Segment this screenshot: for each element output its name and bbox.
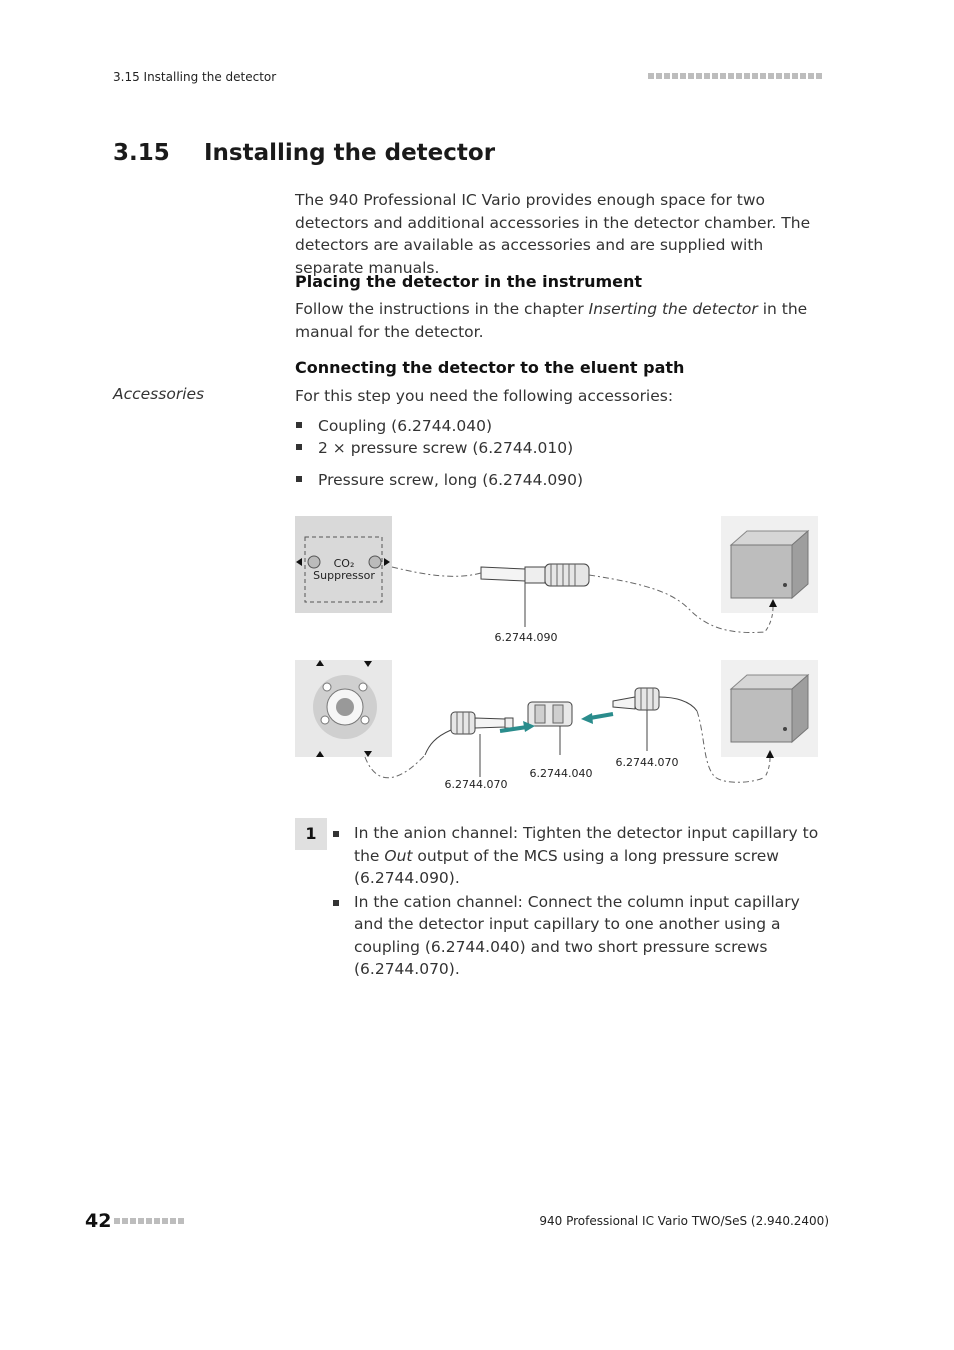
accessory-item: Coupling (6.2744.040) <box>296 417 492 435</box>
header-decoration <box>648 73 822 79</box>
page-number: 42 <box>85 1210 112 1232</box>
short-pressure-screw-right <box>613 688 659 710</box>
bullet-icon <box>333 831 339 837</box>
suppressor-label-co2: CO₂ <box>333 557 355 570</box>
bullet-icon <box>296 444 302 450</box>
chapter-reference: Inserting the detector <box>588 300 758 318</box>
part-label-coupling: 6.2744.040 <box>529 767 593 780</box>
detector-box-bottom <box>721 660 818 777</box>
part-label-short-screw-left: 6.2744.070 <box>444 778 508 791</box>
coupling <box>528 702 572 726</box>
step-list <box>333 822 833 982</box>
valve-panel <box>295 660 392 757</box>
accessories-margin-label: Accessories <box>113 385 205 403</box>
footer-product: 940 Professional IC Vario TWO/SeS (2.940.2400) <box>539 1214 829 1228</box>
connecting-heading: Connecting the detector to the eluent path <box>295 358 685 377</box>
bullet-icon <box>333 900 339 906</box>
accessory-item: Pressure screw, long (6.2744.090) <box>296 471 583 489</box>
long-pressure-screw <box>481 564 589 586</box>
section-number: 3.15 <box>113 140 170 166</box>
suppressor-panel <box>295 516 392 613</box>
detector-box-top <box>721 516 818 632</box>
intro-paragraph: The 940 Professional IC Vario provides enough space for two detectors and additional accessories in the detector chamber. The detectors are available as accessories and are supplied with separate manuals. <box>295 191 811 277</box>
suppressor-label: Suppressor <box>313 569 375 582</box>
running-header: 3.15 Installing the detector <box>113 70 277 84</box>
accessories-lead: For this step you need the following accessories: <box>295 387 674 405</box>
insert-arrow-right <box>581 713 613 724</box>
step-item: In the cation channel: Connect the column input capillary and the detector input capillary to one another using a coupling (6.2744.040) and two short pressure screws (6.2744.070). <box>333 891 833 981</box>
bullet-icon <box>296 476 302 482</box>
section-title: Installing the detector <box>204 140 496 166</box>
accessory-item: 2 × pressure screw (6.2744.010) <box>296 439 573 457</box>
part-label-short-screw-right: 6.2744.070 <box>615 756 679 769</box>
bullet-icon <box>296 422 302 428</box>
footer-decoration <box>114 1218 184 1224</box>
step-number: 1 <box>295 818 327 850</box>
step-item: In the anion channel: Tighten the detector input capillary to the Out output of the MCS using a long pressure screw (6.2744.090). <box>333 822 833 890</box>
part-label-long-screw: 6.2744.090 <box>494 631 558 644</box>
connection-illustration <box>295 515 818 795</box>
placing-heading: Placing the detector in the instrument <box>295 272 643 291</box>
placing-paragraph: Follow the instructions in the chapter Inserting the detector in the manual for the detector. <box>295 300 808 341</box>
